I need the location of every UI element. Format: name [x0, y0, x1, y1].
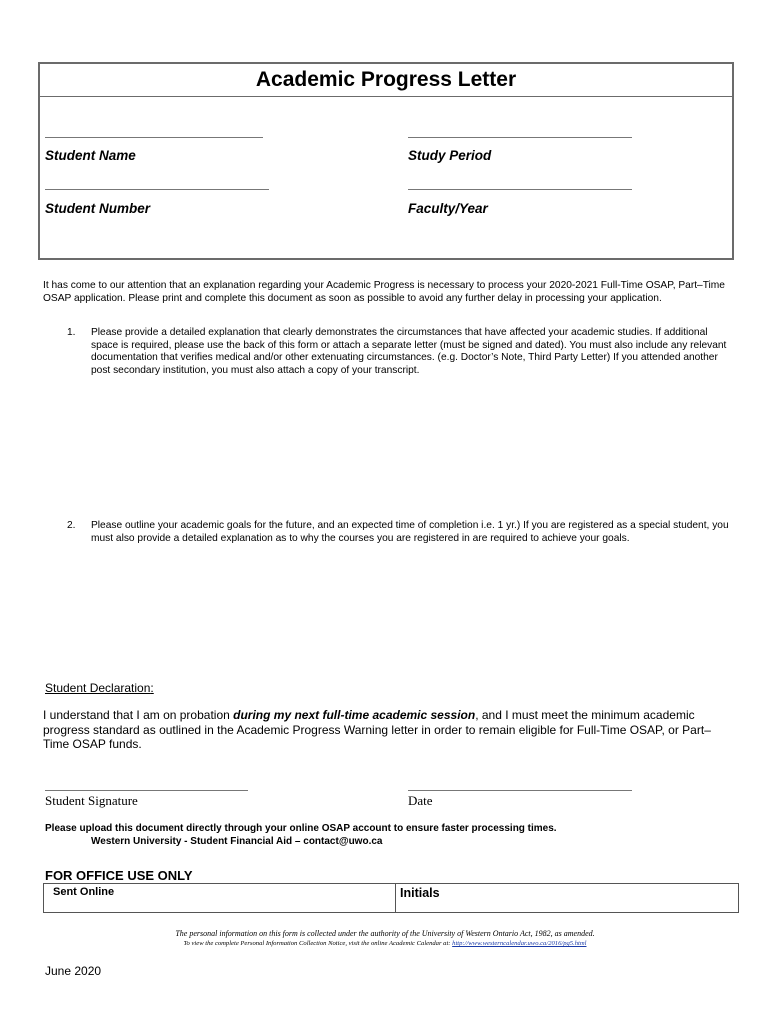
- question-2-answer-area[interactable]: [91, 552, 733, 672]
- question-1-answer-area[interactable]: [91, 385, 733, 510]
- privacy-notice-line-1: The personal information on this form is collected under the authority of the University of Western Ontario Act, 1982, as amended.: [175, 929, 595, 938]
- student-number-line[interactable]: [45, 189, 269, 190]
- academic-calendar-link[interactable]: http://www.westerncalendar.uwo.ca/2016/pg5.html: [452, 940, 587, 947]
- date-line[interactable]: [408, 790, 632, 791]
- study-period-line[interactable]: [408, 137, 632, 138]
- student-name-label: Student Name: [45, 148, 136, 163]
- date-label: Date: [408, 793, 433, 808]
- declaration-text-after: , and I must meet the minimum academic progress standard as outlined in the Academic Progress Warning letter in order to remain eligible for Full-Time OSAP, or Part–Time OSAP funds.: [43, 708, 711, 751]
- sent-online-label: Sent Online: [53, 886, 115, 898]
- declaration-heading: [45, 681, 154, 695]
- upload-instructions: [45, 822, 557, 848]
- intro-paragraph: It has come to our attention that an explanation regarding your Academic Progress is necessary to process your 2020-2021 Full-Time OSAP, Part–Time OSAP application. Please print and complete this document as soon as possible to avoid any further delay in processing your application.: [43, 280, 725, 304]
- declaration-text-emphasis: during my next full-time academic session: [233, 708, 476, 722]
- office-use-table: [43, 883, 739, 913]
- privacy-notice-prefix: To view the complete Personal Information Collection Notice, visit the online Academic Calendar at:: [183, 940, 453, 947]
- privacy-notice-line-2: [0, 940, 770, 947]
- question-2-text: Please outline your academic goals for the future, and an expected time of completion i.e. 1 yr.) If you are registered as a special student, you must also provide a detailed explanation as to why the courses you are registered in are required to achieve your goals.: [91, 520, 729, 544]
- declaration-text: [43, 708, 733, 752]
- declaration-text-before: I understand that I am on probation: [43, 708, 234, 722]
- footer-date: June 2020: [45, 964, 102, 978]
- upload-line-1: Please upload this document directly through your online OSAP account to ensure faster processing times.: [45, 823, 557, 834]
- page-title: Academic Progress Letter: [255, 68, 517, 91]
- study-period-label: Study Period: [408, 148, 492, 163]
- upload-line-2: Western University - Student Financial Aid – contact@uwo.ca: [91, 836, 383, 847]
- student-info-box: [38, 62, 734, 260]
- question-1-text: Please provide a detailed explanation that clearly demonstrates the circumstances that have affected your academic studies. If additional space is required, please use the back of this form or attach a separate letter (must be signed and dated). You must also include any relevant documentation that verifies medical and/or other extenuating circumstances. (e.g. Doctor’s Note, Third Party Letter) If you attended another post secondary institution, you must also attach a copy of your transcript.: [91, 327, 727, 376]
- sent-online-cell[interactable]: [44, 884, 396, 912]
- title-row: [40, 64, 732, 97]
- office-use-heading: FOR OFFICE USE ONLY: [45, 868, 193, 883]
- question-1-number: 1.: [67, 327, 76, 338]
- question-2-number: 2.: [67, 520, 76, 531]
- declaration-heading-colon: :: [150, 681, 154, 695]
- faculty-year-line[interactable]: [408, 189, 632, 190]
- declaration-heading-text: Student Declaration: [45, 681, 151, 695]
- initials-cell[interactable]: [396, 884, 738, 912]
- initials-label: Initials: [400, 886, 440, 900]
- signature-label: Student Signature: [45, 793, 138, 808]
- faculty-year-label: Faculty/Year: [408, 201, 488, 216]
- student-number-label: Student Number: [45, 201, 151, 216]
- student-name-line[interactable]: [45, 137, 263, 138]
- signature-line[interactable]: [45, 790, 248, 791]
